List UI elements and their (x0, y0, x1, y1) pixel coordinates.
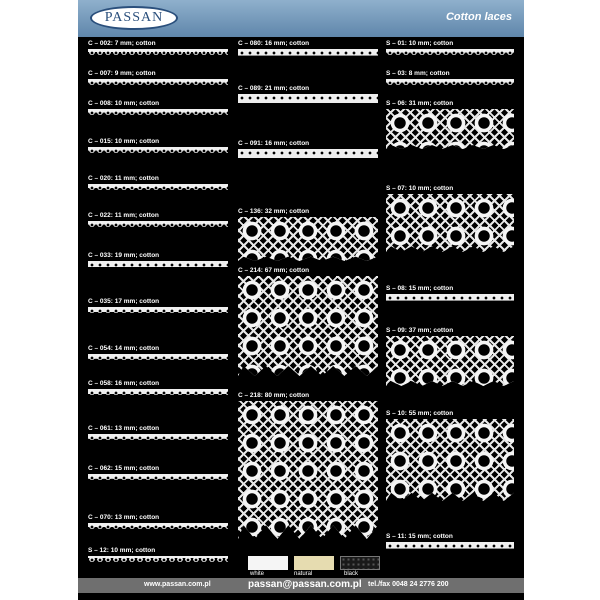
lace-item (386, 40, 514, 61)
lace-item (88, 514, 228, 537)
lace-item (88, 100, 228, 121)
lace-label: C – 062: 15 mm; cotton (88, 465, 160, 472)
lace-item (386, 185, 514, 252)
lace-sample-image (238, 401, 378, 539)
lace-sample-image (88, 109, 228, 121)
lace-item (88, 212, 228, 233)
lace-label: C – 061: 13 mm; cotton (88, 425, 160, 432)
lace-sample-image (386, 542, 514, 564)
lace-item (88, 380, 228, 407)
lace-item (88, 425, 228, 450)
lace-sample-image (88, 79, 228, 91)
lace-item (88, 465, 228, 490)
lace-sample-image (386, 294, 514, 316)
lace-sample-image (88, 354, 228, 370)
lace-label: S – 03: 8 mm; cotton (386, 70, 450, 77)
lace-item (386, 70, 514, 91)
lace-item (386, 100, 514, 149)
lace-sample-image (238, 94, 378, 124)
swatch-label-black: black (344, 571, 359, 577)
lace-label: C – 033: 19 mm; cotton (88, 252, 160, 259)
lace-item (386, 285, 514, 316)
lace-label: S – 07: 10 mm; cotton (386, 185, 454, 192)
lace-sample-image (386, 336, 514, 386)
lace-item (88, 345, 228, 370)
lace-sample-image (88, 49, 228, 59)
lace-label: S – 10: 55 mm; cotton (386, 410, 454, 417)
lace-sample-image (88, 147, 228, 159)
lace-label: S – 11: 15 mm; cotton (386, 533, 453, 540)
lace-item (88, 547, 228, 564)
lace-item (88, 138, 228, 159)
lace-sample-image (88, 184, 228, 198)
lace-item (88, 40, 228, 59)
lace-sample-image (386, 49, 514, 61)
lace-label: C – 015: 10 mm; cotton (88, 138, 160, 145)
lace-label: C – 218: 80 mm; cotton (238, 392, 310, 399)
lace-sample-image (88, 523, 228, 537)
lace-item (238, 40, 378, 71)
lace-sample-image (88, 389, 228, 407)
lace-item (386, 410, 514, 501)
lace-sample-image (238, 49, 378, 71)
brand-logo: PASSAN (90, 6, 178, 30)
lace-item (88, 175, 228, 198)
lace-label: C – 070: 13 mm; cotton (88, 514, 160, 521)
lace-label: S – 08: 15 mm; cotton (386, 285, 454, 292)
header-bar (78, 0, 524, 37)
lace-sample-image (386, 194, 514, 252)
lace-label: C – 007: 9 mm; cotton (88, 70, 156, 77)
lace-sample-image (88, 556, 228, 564)
lace-item (88, 298, 228, 325)
lace-sample-image (88, 261, 228, 281)
footer-website: www.passan.com.pl (144, 581, 211, 588)
swatch-label-natural: natural (294, 571, 313, 577)
lace-label: C – 020: 11 mm; cotton (88, 175, 159, 182)
lace-sample-image (88, 307, 228, 325)
lace-label: C – 058: 16 mm; cotton (88, 380, 160, 387)
lace-sample-image (386, 79, 514, 91)
page-title: Cotton laces (445, 11, 512, 23)
footer-email: passan@passan.com.pl (248, 579, 362, 590)
lace-item (386, 533, 514, 564)
lace-item (88, 70, 228, 91)
lace-sample-image (238, 217, 378, 261)
lace-sample-image (88, 221, 228, 233)
lace-item (238, 85, 378, 124)
swatch-label-white: white (250, 571, 265, 577)
lace-item (238, 208, 378, 261)
lace-label: C – 054: 14 mm; cotton (88, 345, 160, 352)
lace-label: S – 12: 10 mm; cotton (88, 547, 156, 554)
lace-label: S – 01: 10 mm; cotton (386, 40, 454, 47)
lace-label: S – 09: 37 mm; cotton (386, 327, 454, 334)
lace-sample-image (386, 109, 514, 149)
lace-item (386, 327, 514, 386)
lace-item (88, 252, 228, 281)
lace-item (238, 392, 378, 539)
color-swatches (248, 556, 380, 578)
lace-item (238, 140, 378, 179)
lace-sample-image (238, 276, 378, 376)
footer-bar (78, 578, 524, 593)
lace-item (238, 267, 378, 376)
lace-sample-image (386, 419, 514, 501)
lace-label: C – 136: 32 mm; cotton (238, 208, 310, 215)
lace-label: C – 035: 17 mm; cotton (88, 298, 160, 305)
lace-sample-image (88, 474, 228, 490)
lace-label: C – 089: 21 mm; cotton (238, 85, 310, 92)
footer-phone: tel./fax 0048 24 2776 200 (368, 581, 449, 588)
lace-label: C – 080: 16 mm; cotton (238, 40, 310, 47)
lace-label: C – 002: 7 mm; cotton (88, 40, 156, 47)
lace-label: C – 022: 11 mm; cotton (88, 212, 159, 219)
lace-label: C – 008: 10 mm; cotton (88, 100, 160, 107)
swatch-black (340, 556, 380, 570)
lace-sample-image (238, 149, 378, 179)
lace-label: C – 214: 67 mm; cotton (238, 267, 310, 274)
lace-label: C – 091: 16 mm; cotton (238, 140, 310, 147)
swatch-white (248, 556, 288, 570)
catalog-sheet (78, 0, 524, 600)
lace-label: S – 06: 31 mm; cotton (386, 100, 454, 107)
swatch-natural (294, 556, 334, 570)
lace-sample-image (88, 434, 228, 450)
